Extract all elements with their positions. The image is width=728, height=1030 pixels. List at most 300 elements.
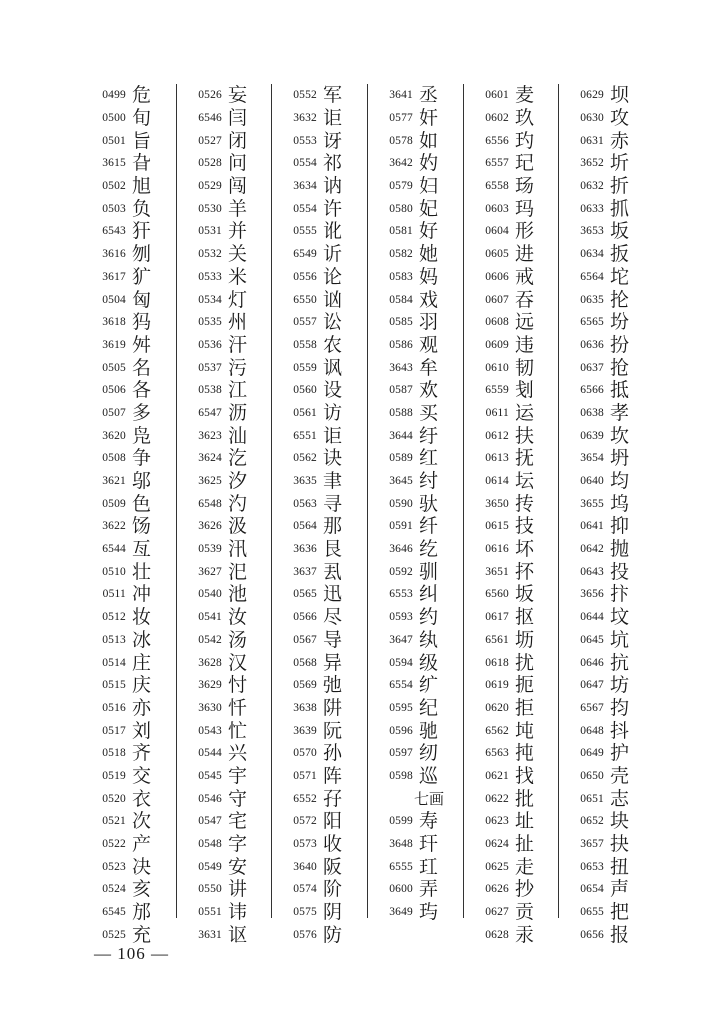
index-entry bbox=[86, 129, 180, 152]
entry-code: 6555 bbox=[389, 860, 413, 873]
entry-code: 3652 bbox=[580, 157, 604, 170]
index-entry bbox=[277, 651, 371, 674]
entry-code: 3619 bbox=[102, 338, 126, 351]
entry-code: 0640 bbox=[580, 475, 604, 488]
index-entry bbox=[182, 629, 276, 652]
entry-code: 0507 bbox=[102, 406, 126, 419]
entry-character: 弄 bbox=[419, 878, 439, 901]
entry-code: 0586 bbox=[389, 338, 413, 351]
index-entry bbox=[277, 719, 371, 742]
entry-character: 麦 bbox=[515, 84, 535, 107]
entry-code: 0582 bbox=[389, 248, 413, 261]
entry-code: 0564 bbox=[293, 520, 317, 533]
entry-character: 祁 bbox=[323, 152, 343, 175]
index-entry bbox=[373, 356, 467, 379]
index-entry bbox=[564, 379, 658, 402]
index-entry bbox=[182, 923, 276, 946]
entry-code: 0571 bbox=[293, 769, 317, 782]
entry-character: 匈 bbox=[132, 288, 152, 311]
index-entry bbox=[564, 606, 658, 629]
entry-character: 坑 bbox=[610, 628, 630, 651]
entry-code: 0567 bbox=[293, 633, 317, 646]
entry-code: 3630 bbox=[198, 701, 222, 714]
entry-character: 纨 bbox=[419, 628, 439, 651]
entry-character: 犷 bbox=[132, 265, 152, 288]
index-entry bbox=[277, 334, 371, 357]
index-entry bbox=[182, 878, 276, 901]
entry-code: 0574 bbox=[293, 883, 317, 896]
entry-character: 孙 bbox=[323, 742, 343, 765]
index-entry bbox=[469, 878, 563, 901]
page-number: — 106 — bbox=[94, 944, 169, 963]
index-entry bbox=[564, 424, 658, 447]
index-entry bbox=[373, 697, 467, 720]
entry-code: 0595 bbox=[389, 701, 413, 714]
entry-character: 讹 bbox=[323, 220, 343, 243]
index-entry bbox=[182, 583, 276, 606]
index-entry bbox=[86, 356, 180, 379]
entry-code: 3626 bbox=[198, 520, 222, 533]
index-entry bbox=[86, 697, 180, 720]
index-entry bbox=[277, 175, 371, 198]
entry-character: 负 bbox=[132, 197, 152, 220]
entry-character: 讴 bbox=[228, 923, 248, 946]
entry-code: 0639 bbox=[580, 429, 604, 442]
entry-code: 6558 bbox=[485, 180, 509, 193]
entry-character: 玓 bbox=[515, 129, 535, 152]
entry-code: 0561 bbox=[293, 406, 317, 419]
entry-character: 抢 bbox=[610, 356, 630, 379]
entry-character: 访 bbox=[323, 401, 343, 424]
entry-code: 0535 bbox=[198, 316, 222, 329]
entry-code: 0607 bbox=[485, 293, 509, 306]
entry-character: 孖 bbox=[323, 787, 343, 810]
index-entry bbox=[373, 197, 467, 220]
index-entry bbox=[564, 629, 658, 652]
entry-character: 欢 bbox=[419, 379, 439, 402]
entry-character: 旬 bbox=[132, 107, 152, 130]
entry-code: 3645 bbox=[389, 475, 413, 488]
entry-code: 6548 bbox=[198, 497, 222, 510]
entry-code: 0649 bbox=[580, 747, 604, 760]
entry-character: 级 bbox=[419, 651, 439, 674]
entry-code: 0590 bbox=[389, 497, 413, 510]
entry-code: 0596 bbox=[389, 724, 413, 737]
index-entry bbox=[373, 674, 467, 697]
entry-character: 汲 bbox=[228, 515, 248, 538]
entry-character: 争 bbox=[132, 447, 152, 470]
entry-code: 0572 bbox=[293, 815, 317, 828]
entry-character: 投 bbox=[610, 560, 630, 583]
entry-character: 违 bbox=[515, 333, 535, 356]
entry-code: 0512 bbox=[102, 611, 126, 624]
entry-code: 0537 bbox=[198, 361, 222, 374]
entry-code: 3649 bbox=[389, 906, 413, 919]
index-entry bbox=[86, 719, 180, 742]
entry-code: 0591 bbox=[389, 520, 413, 533]
entry-code: 3641 bbox=[389, 89, 413, 102]
index-entry bbox=[469, 787, 563, 810]
entry-character: 坟 bbox=[610, 606, 630, 629]
entry-character: 弛 bbox=[323, 674, 343, 697]
index-entry bbox=[469, 311, 563, 334]
index-entry bbox=[373, 402, 467, 425]
index-entry bbox=[373, 288, 467, 311]
entry-character: 齐 bbox=[132, 742, 152, 765]
index-entry bbox=[277, 878, 371, 901]
entry-character: 阳 bbox=[323, 810, 343, 833]
entry-code: 0547 bbox=[198, 815, 222, 828]
index-entry bbox=[373, 651, 467, 674]
entry-character: 妁 bbox=[419, 152, 439, 175]
index-entry bbox=[182, 129, 276, 152]
entry-character: 庆 bbox=[132, 674, 152, 697]
index-entry bbox=[469, 470, 563, 493]
index-entry bbox=[469, 424, 563, 447]
entry-code: 3625 bbox=[198, 475, 222, 488]
entry-code: 0637 bbox=[580, 361, 604, 374]
entry-character: 旨 bbox=[132, 129, 152, 152]
entry-code: 0500 bbox=[102, 112, 126, 125]
entry-code: 0579 bbox=[389, 180, 413, 193]
index-entry bbox=[86, 651, 180, 674]
entry-character: 戒 bbox=[515, 265, 535, 288]
entry-code: 0544 bbox=[198, 747, 222, 760]
entry-character: 奸 bbox=[419, 107, 439, 130]
index-entry bbox=[182, 538, 276, 561]
index-entry bbox=[86, 923, 180, 946]
entry-character: 异 bbox=[323, 651, 343, 674]
index-entry bbox=[564, 288, 658, 311]
entry-character: 妃 bbox=[419, 197, 439, 220]
entry-character: 决 bbox=[132, 855, 152, 878]
entry-code: 3616 bbox=[102, 248, 126, 261]
entry-code: 0600 bbox=[389, 883, 413, 896]
entry-code: 0624 bbox=[485, 838, 509, 851]
entry-character: 厾 bbox=[323, 560, 343, 583]
entry-code: 0523 bbox=[102, 860, 126, 873]
entry-character: 亥 bbox=[132, 878, 152, 901]
entry-character: 抉 bbox=[610, 833, 630, 856]
index-entry bbox=[469, 197, 563, 220]
entry-code: 0645 bbox=[580, 633, 604, 646]
index-entry bbox=[86, 197, 180, 220]
index-entry bbox=[277, 266, 371, 289]
index-column-6 bbox=[564, 84, 658, 946]
entry-character: 讷 bbox=[323, 175, 343, 198]
entry-code: 6554 bbox=[389, 679, 413, 692]
entry-code: 0560 bbox=[293, 384, 317, 397]
index-entry bbox=[564, 697, 658, 720]
index-entry bbox=[182, 855, 276, 878]
entry-character: 声 bbox=[610, 878, 630, 901]
index-entry bbox=[469, 855, 563, 878]
entry-character: 汗 bbox=[228, 333, 248, 356]
index-entry bbox=[373, 560, 467, 583]
entry-character: 池 bbox=[228, 583, 248, 606]
index-entry bbox=[469, 674, 563, 697]
entry-character: 充 bbox=[132, 923, 152, 946]
entry-code: 0631 bbox=[580, 134, 604, 147]
entry-character: 忏 bbox=[228, 696, 248, 719]
entry-character: 折 bbox=[610, 175, 630, 198]
entry-character: 讳 bbox=[228, 901, 248, 924]
entry-code: 0562 bbox=[293, 452, 317, 465]
entry-code: 0542 bbox=[198, 633, 222, 646]
entry-code: 0584 bbox=[389, 293, 413, 306]
entry-code: 0556 bbox=[293, 270, 317, 283]
entry-code: 6559 bbox=[485, 384, 509, 397]
index-entry bbox=[564, 311, 658, 334]
index-entry bbox=[277, 583, 371, 606]
entry-character: 红 bbox=[419, 447, 439, 470]
entry-character: 妆 bbox=[132, 606, 152, 629]
entry-character: 驯 bbox=[419, 560, 439, 583]
entry-character: 交 bbox=[132, 764, 152, 787]
index-entry bbox=[373, 538, 467, 561]
entry-character: 凫 bbox=[132, 424, 152, 447]
entry-code: 0616 bbox=[485, 543, 509, 556]
index-entry bbox=[373, 175, 467, 198]
entry-code: 0654 bbox=[580, 883, 604, 896]
entry-code: 0603 bbox=[485, 202, 509, 215]
entry-code: 0625 bbox=[485, 860, 509, 873]
entry-character: 抡 bbox=[610, 288, 630, 311]
index-entry bbox=[373, 742, 467, 765]
index-entry bbox=[373, 901, 467, 924]
entry-code: 0566 bbox=[293, 611, 317, 624]
entry-character: 诀 bbox=[323, 447, 343, 470]
index-entry bbox=[373, 583, 467, 606]
index-entry bbox=[564, 356, 658, 379]
entry-code: 6560 bbox=[485, 588, 509, 601]
entry-character: 次 bbox=[132, 810, 152, 833]
entry-character: 抔 bbox=[515, 560, 535, 583]
entry-character: 抗 bbox=[610, 651, 630, 674]
entry-character: 志 bbox=[610, 787, 630, 810]
entry-code: 0604 bbox=[485, 225, 509, 238]
index-entry bbox=[469, 152, 563, 175]
entry-character: 导 bbox=[323, 628, 343, 651]
entry-code: 3629 bbox=[198, 679, 222, 692]
index-entry bbox=[564, 583, 658, 606]
index-entry bbox=[373, 447, 467, 470]
index-entry bbox=[469, 129, 563, 152]
entry-code: 0565 bbox=[293, 588, 317, 601]
entry-code: 0626 bbox=[485, 883, 509, 896]
entry-code: 0533 bbox=[198, 270, 222, 283]
entry-code: 0541 bbox=[198, 611, 222, 624]
entry-code: 6566 bbox=[580, 384, 604, 397]
index-entry bbox=[86, 311, 180, 334]
section-heading-label: 七画 bbox=[413, 790, 444, 809]
index-entry bbox=[564, 107, 658, 130]
index-entry bbox=[86, 538, 180, 561]
entry-code: 3620 bbox=[102, 429, 126, 442]
entry-code: 6564 bbox=[580, 270, 604, 283]
entry-code: 0558 bbox=[293, 338, 317, 351]
entry-character: 阶 bbox=[323, 878, 343, 901]
index-entry bbox=[373, 765, 467, 788]
entry-code: 0520 bbox=[102, 792, 126, 805]
entry-code: 0527 bbox=[198, 134, 222, 147]
index-entry bbox=[277, 923, 371, 946]
entry-code: 3644 bbox=[389, 429, 413, 442]
entry-code: 0614 bbox=[485, 475, 509, 488]
index-entry bbox=[469, 379, 563, 402]
index-entry bbox=[86, 243, 180, 266]
entry-code: 0517 bbox=[102, 724, 126, 737]
index-entry bbox=[373, 379, 467, 402]
entry-code: 3617 bbox=[102, 270, 126, 283]
index-entry bbox=[469, 220, 563, 243]
index-entry bbox=[277, 129, 371, 152]
entry-code: 0548 bbox=[198, 838, 222, 851]
entry-code: 3615 bbox=[102, 157, 126, 170]
index-entry bbox=[564, 152, 658, 175]
entry-character: 闭 bbox=[228, 129, 248, 152]
entry-code: 3618 bbox=[102, 316, 126, 329]
entry-character: 犴 bbox=[132, 220, 152, 243]
entry-character: 牟 bbox=[419, 356, 439, 379]
entry-code: 0546 bbox=[198, 792, 222, 805]
entry-character: 亦 bbox=[132, 696, 152, 719]
index-entry bbox=[182, 84, 276, 107]
entry-character: 宅 bbox=[228, 810, 248, 833]
index-entry bbox=[86, 787, 180, 810]
entry-character: 那 bbox=[323, 515, 343, 538]
entry-code: 0503 bbox=[102, 202, 126, 215]
index-entry bbox=[373, 311, 467, 334]
entry-code: 0652 bbox=[580, 815, 604, 828]
index-entry bbox=[564, 833, 658, 856]
index-entry bbox=[182, 152, 276, 175]
entry-character: 纫 bbox=[419, 742, 439, 765]
entry-code: 0613 bbox=[485, 452, 509, 465]
entry-character: 汋 bbox=[228, 492, 248, 515]
entry-character: 衣 bbox=[132, 787, 152, 810]
entry-character: 好 bbox=[419, 220, 439, 243]
entry-code: 0619 bbox=[485, 679, 509, 692]
index-entry bbox=[469, 901, 563, 924]
entry-code: 0505 bbox=[102, 361, 126, 374]
index-entry bbox=[182, 765, 276, 788]
index-entry bbox=[277, 288, 371, 311]
entry-character: 刎 bbox=[132, 243, 152, 266]
column-divider bbox=[176, 84, 177, 918]
entry-character: 把 bbox=[610, 901, 630, 924]
index-entry bbox=[182, 107, 276, 130]
entry-character: 玘 bbox=[515, 152, 535, 175]
index-entry bbox=[469, 719, 563, 742]
entry-character: 形 bbox=[515, 220, 535, 243]
entry-character: 收 bbox=[323, 833, 343, 856]
entry-character: 邬 bbox=[132, 470, 152, 493]
entry-character: 运 bbox=[515, 401, 535, 424]
entry-character: 扶 bbox=[515, 424, 535, 447]
entry-code: 6561 bbox=[485, 633, 509, 646]
entry-code: 3628 bbox=[198, 656, 222, 669]
entry-character: 州 bbox=[228, 311, 248, 334]
entry-character: 饧 bbox=[132, 515, 152, 538]
entry-character: 汤 bbox=[228, 628, 248, 651]
index-entry bbox=[277, 243, 371, 266]
entry-code: 6551 bbox=[293, 429, 317, 442]
entry-character: 走 bbox=[515, 855, 535, 878]
index-entry bbox=[277, 379, 371, 402]
entry-character: 坞 bbox=[610, 492, 630, 515]
entry-code: 6563 bbox=[485, 747, 509, 760]
entry-code: 3632 bbox=[293, 112, 317, 125]
entry-character: 字 bbox=[228, 833, 248, 856]
index-entry bbox=[182, 492, 276, 515]
index-entry bbox=[277, 742, 371, 765]
entry-code: 0647 bbox=[580, 679, 604, 692]
index-entry bbox=[86, 220, 180, 243]
index-entry bbox=[373, 629, 467, 652]
entry-code: 3656 bbox=[580, 588, 604, 601]
entry-code: 0504 bbox=[102, 293, 126, 306]
entry-character: 汔 bbox=[228, 447, 248, 470]
index-entry bbox=[86, 674, 180, 697]
entry-code: 0534 bbox=[198, 293, 222, 306]
entry-character: 抚 bbox=[515, 447, 535, 470]
entry-character: 扭 bbox=[610, 855, 630, 878]
entry-character: 冰 bbox=[132, 628, 152, 651]
index-entry bbox=[373, 152, 467, 175]
entry-character: 韧 bbox=[515, 356, 535, 379]
entry-code: 6544 bbox=[102, 543, 126, 556]
entry-code: 0513 bbox=[102, 633, 126, 646]
entry-character: 汞 bbox=[515, 923, 535, 946]
entry-code: 0552 bbox=[293, 89, 317, 102]
entry-character: 亙 bbox=[132, 538, 152, 561]
entry-code: 0592 bbox=[389, 565, 413, 578]
index-entry bbox=[373, 515, 467, 538]
index-entry bbox=[182, 651, 276, 674]
entry-character: 玚 bbox=[515, 175, 535, 198]
entry-character: 拒 bbox=[515, 696, 535, 719]
index-entry bbox=[469, 402, 563, 425]
entry-code: 0630 bbox=[580, 112, 604, 125]
entry-character: 报 bbox=[610, 923, 630, 946]
entry-character: 汕 bbox=[228, 424, 248, 447]
index-entry bbox=[564, 220, 658, 243]
index-entry bbox=[469, 538, 563, 561]
index-entry bbox=[86, 901, 180, 924]
index-entry bbox=[373, 266, 467, 289]
entry-code: 3638 bbox=[293, 701, 317, 714]
entry-code: 0518 bbox=[102, 747, 126, 760]
entry-code: 6543 bbox=[102, 225, 126, 238]
entry-code: 0499 bbox=[102, 89, 126, 102]
entry-code: 6549 bbox=[293, 248, 317, 261]
index-entry bbox=[277, 787, 371, 810]
entry-code: 3653 bbox=[580, 225, 604, 238]
entry-character: 孝 bbox=[610, 401, 630, 424]
entry-code: 0581 bbox=[389, 225, 413, 238]
entry-character: 讽 bbox=[323, 356, 343, 379]
entry-character: 买 bbox=[419, 401, 439, 424]
entry-code: 6567 bbox=[580, 701, 604, 714]
index-entry bbox=[373, 84, 467, 107]
index-entry bbox=[182, 674, 276, 697]
entry-character: 攻 bbox=[610, 107, 630, 130]
index-entry bbox=[469, 288, 563, 311]
index-entry bbox=[182, 606, 276, 629]
entry-code: 0543 bbox=[198, 724, 222, 737]
entry-code: 0554 bbox=[293, 202, 317, 215]
